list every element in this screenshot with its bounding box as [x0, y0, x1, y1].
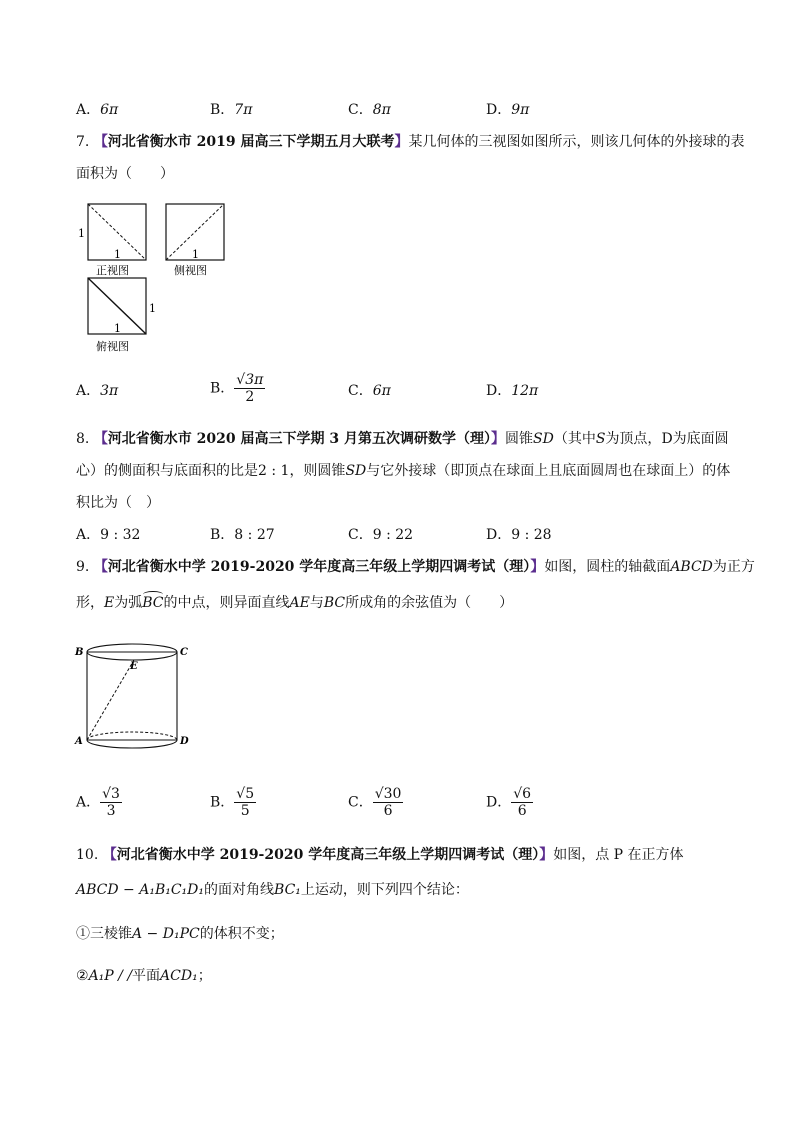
point-c-label: C: [180, 647, 188, 658]
q8-source: 河北省衡水市 2020 届高三下学期 3 月第五次调研数学（理）: [107, 431, 492, 447]
q6-option-d: D．9π: [486, 102, 530, 118]
q9-stem-line1: 9. 【河北省衡水中学 2019-2020 学年度高三年级上学期四调考试（理）】如图，圆柱的轴截面ABCD为正方: [76, 559, 755, 575]
front-view-label: 正视图: [96, 264, 129, 277]
q8-option-b: B．8 : 27: [210, 527, 275, 543]
q7-option-c: C．6π: [348, 383, 391, 399]
q10-source: 河北省衡水中学 2019-2020 学年度高三年级上学期四调考试（理）: [116, 847, 540, 863]
q10-conclusion-1: ①三棱锥A − D₁PC的体积不变；: [76, 926, 284, 942]
svg-text:1: 1: [114, 248, 121, 261]
point-a-label: A: [75, 736, 83, 747]
svg-text:1: 1: [114, 322, 121, 335]
top-view: [88, 278, 156, 353]
q8-stem-line1: 8. 【河北省衡水市 2020 届高三下学期 3 月第五次调研数学（理）】圆锥SD（其中S为顶点，D为底面圆: [76, 431, 729, 447]
q9-cylinder-figure: [72, 640, 192, 760]
q9-option-a: A． $\frac{√3}{3}$: [76, 786, 120, 819]
q10-stem-line2: ABCD − A₁B₁C₁D₁的面对角线BC₁上运动，则下列四个结论：: [76, 882, 469, 898]
q6-option-c: C．8π: [348, 102, 391, 118]
q9-option-d: D． $\frac{√6}{6}$: [486, 786, 532, 819]
side-view: [166, 204, 224, 277]
q10-stem-line1: 10. 【河北省衡水中学 2019-2020 学年度高三年级上学期四调考试（理）】如图，点 P 在正方体: [76, 847, 684, 863]
top-view-label: 俯视图: [96, 340, 129, 353]
q8-stem-line3: 积比为（ ）: [76, 495, 160, 511]
q8-stem-line2: 心）的侧面积与底面积的比是2 : 1，则圆锥SD与它外接球（即顶点在球面上且底面圆周也在球面上）的体: [76, 463, 731, 479]
q6-option-b: B．7π: [210, 102, 253, 118]
q8-option-d: D．9 : 28: [486, 527, 552, 543]
q7-option-a: A．3π: [76, 383, 119, 399]
point-d-label: D: [180, 736, 189, 747]
q8-option-c: C．9 : 22: [348, 527, 414, 543]
q7-source: 河北省衡水市 2019 届高三下学期五月大联考: [107, 134, 395, 150]
front-view: [78, 204, 146, 277]
q7-option-b: B． $\frac{√3\pi}{2}$: [210, 372, 264, 405]
q9-option-c: C． $\frac{√30}{6}$: [348, 786, 402, 819]
q7-three-views-figure: [76, 198, 236, 358]
q6-option-a: A．6π: [76, 102, 119, 118]
svg-text:1: 1: [78, 227, 85, 240]
q8-option-a: A．9 : 32: [76, 527, 141, 543]
q10-conclusion-2: ②A₁P / /平面ACD₁；: [76, 968, 212, 984]
side-view-label: 侧视图: [174, 264, 207, 277]
q9-stem-line2: 形，E为弧 BC的中点，则异面直线AE与BC所成角的余弦值为（ ）: [76, 593, 513, 613]
q7-stem-line1: 7. 【河北省衡水市 2019 届高三下学期五月大联考】某几何体的三视图如图所示，则该几何体的外接球的表: [76, 134, 745, 150]
svg-text:1: 1: [149, 302, 156, 315]
q7-stem-line2: 面积为（ ）: [76, 166, 174, 182]
svg-text:1: 1: [192, 248, 199, 261]
q9-option-b: B． $\frac{√5}{5}$: [210, 786, 255, 819]
point-b-label: B: [75, 647, 84, 658]
q7-option-d: D．12π: [486, 383, 539, 399]
q9-source: 河北省衡水中学 2019-2020 学年度高三年级上学期四调考试（理）: [107, 559, 531, 575]
point-e-label: E: [130, 661, 138, 672]
